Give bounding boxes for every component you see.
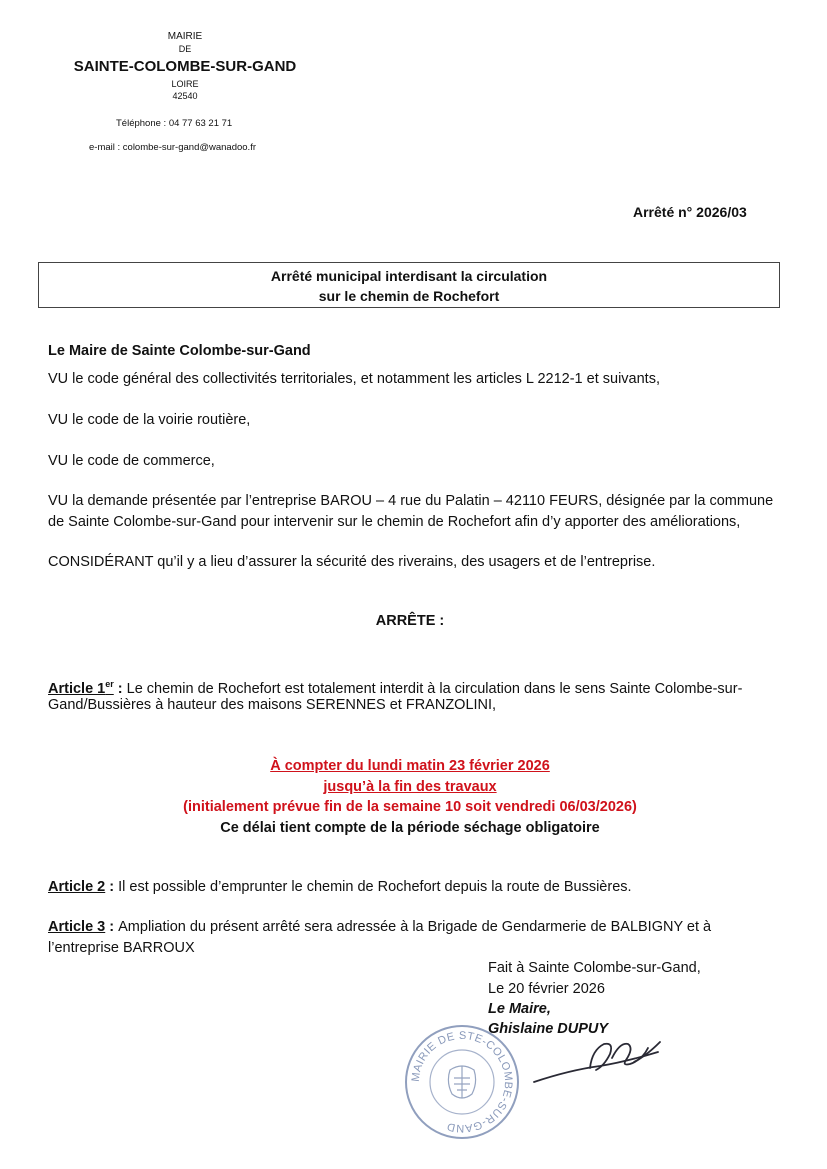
- title-line-1: Arrêté municipal interdisant la circulation: [270, 268, 548, 284]
- handwritten-signature: [530, 1030, 670, 1090]
- preamble-vu-4a: VU la demande présentée par l’entreprise BAROU – 4 rue du Palatin – 42110 FEURS, désignée par la commune: [48, 493, 774, 509]
- arrete-number: Arrêté n° 2026/03: [633, 204, 747, 220]
- dates-initial: (initialement prévue fin de la semaine 10 soit vendredi 06/03/2026): [183, 799, 637, 815]
- article-2-text: Il est possible d’emprunter le chemin de Rochefort depuis la route de Bussières.: [118, 879, 632, 895]
- letterhead-de: DE: [178, 44, 192, 54]
- preamble-vu-1: VU le code général des collectivités territoriales, et notamment les articles L 2212-1 et suivants,: [48, 371, 660, 387]
- dates-end: jusqu’à la fin des travaux: [323, 779, 497, 795]
- signature-role: Le Maire,: [488, 1001, 551, 1017]
- signature-date: Le 20 février 2026: [488, 981, 605, 997]
- article-1-label: Article 1er: [48, 679, 114, 697]
- article-3-text-a: Ampliation du présent arrêté sera adressée à la Brigade de Gendarmerie de BALBIGNY et à: [118, 919, 712, 935]
- article-1-sup: er: [105, 679, 114, 689]
- preamble-considerant: CONSIDÉRANT qu’il y a lieu d’assurer la sécurité des riverains, des usagers et de l’entreprise.: [48, 554, 656, 570]
- letterhead: [40, 30, 330, 102]
- letterhead-postcode: 42540: [172, 91, 198, 101]
- article-3: [48, 917, 711, 938]
- letterhead-email: e-mail : colombe-sur-gand@wanadoo.fr: [89, 142, 256, 153]
- signature-place: Fait à Sainte Colombe-sur-Gand,: [488, 960, 701, 976]
- letterhead-mairie: MAIRIE: [167, 31, 203, 42]
- article-2-label: Article 2: [48, 879, 106, 895]
- article-3-label: Article 3: [48, 919, 106, 935]
- arrete-heading: ARRÊTE :: [375, 613, 445, 629]
- article-3-sep: :: [105, 919, 119, 935]
- official-stamp: [402, 1022, 522, 1142]
- signature-name: Ghislaine DUPUY: [488, 1021, 609, 1037]
- article-1-sep: :: [113, 680, 127, 697]
- article-1-text-a: Le chemin de Rochefort est totalement interdit à la circulation dans le sens Sainte Colombe-sur-: [126, 680, 743, 697]
- letterhead-telephone: Téléphone : 04 77 63 21 71: [116, 118, 233, 129]
- article-2: [48, 877, 632, 898]
- preamble-vu-3: VU le code de commerce,: [48, 453, 215, 469]
- dates-note: Ce délai tient compte de la période séchage obligatoire: [220, 820, 600, 836]
- title-box: [38, 262, 780, 308]
- preamble-vu-2: VU le code de la voirie routière,: [48, 412, 251, 428]
- title-line-2: sur le chemin de Rochefort: [318, 288, 500, 304]
- article-1-text-b: Gand/Bussières à hauteur des maisons SERENNES et FRANZOLINI,: [48, 697, 497, 713]
- dates-start: À compter du lundi matin 23 février 2026: [270, 758, 550, 774]
- stamp-text: MAIRIE DE STE-COLOMBE-SUR-GAND: [409, 1029, 515, 1135]
- preamble-intro: Le Maire de Sainte Colombe-sur-Gand: [48, 343, 311, 359]
- letterhead-commune: SAINTE-COLOMBE-SUR-GAND: [73, 58, 297, 75]
- preamble-vu-4b: de Sainte Colombe-sur-Gand pour intervenir sur le chemin de Rochefort afin d’y apporter des améliorations,: [48, 514, 741, 530]
- letterhead-departement: LOIRE: [171, 79, 199, 89]
- article-3-text-b: l’entreprise BARROUX: [48, 940, 195, 956]
- article-2-sep: :: [105, 879, 119, 895]
